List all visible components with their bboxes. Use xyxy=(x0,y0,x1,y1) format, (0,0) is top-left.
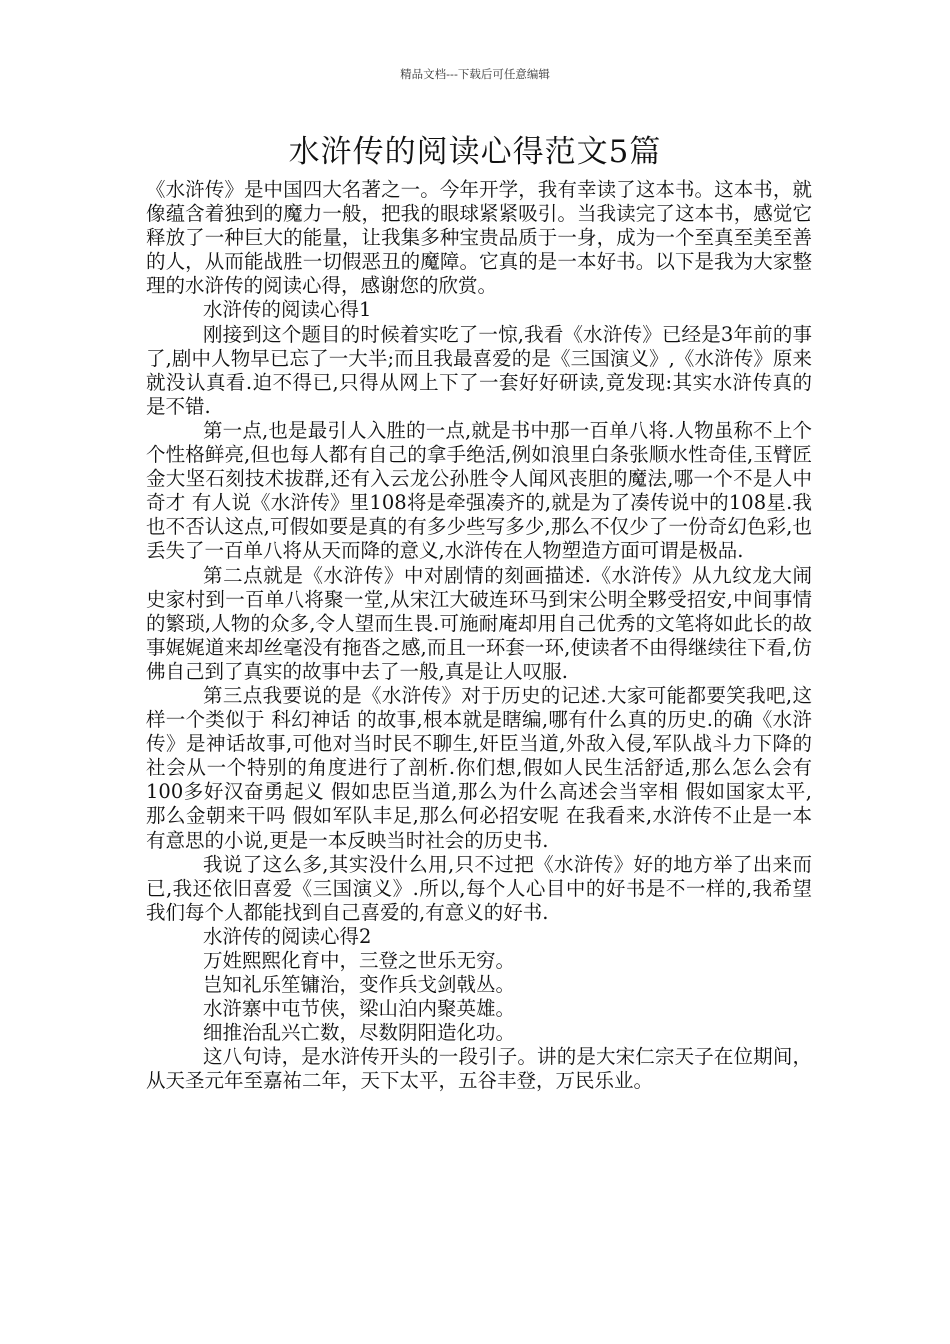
poem-line: 岂知礼乐笙镛治，变作兵戈剑戟丛。 xyxy=(203,973,516,997)
section-heading-1: 水浒传的阅读心得1 xyxy=(203,298,372,322)
poem-line: 细推治乱兴亡数，尽数阴阳造化功。 xyxy=(203,1021,516,1045)
paragraph: 刚接到这个题目的时候着实吃了一惊,我看《水浒传》已经是3年前的事了,剧中人物早已忘了一大半;而且我最喜爱的是《三国演义》,《水浒传》原来就没认真看.迫不得已,只得从网上下了一套好好研读,竟发现:其实水浒传真的是不错. xyxy=(146,322,812,418)
paragraph: 我说了这么多,其实没什么用,只不过把《水浒传》好的地方举了出来而已,我还依旧喜爱《三国演义》.所以,每个人心目中的好书是不一样的,我希望我们每个人都能找到自己喜爱的,有意义的好书. xyxy=(146,852,812,924)
document-title: 水浒传的阅读心得范文5篇 xyxy=(288,134,662,170)
poem-line: 水浒寨中屯节侠，梁山泊内聚英雄。 xyxy=(203,997,516,1021)
paragraph: 第一点,也是最引人入胜的一点,就是书中那一百单八将.人物虽称不上个个性格鲜亮,但也每人都有自己的拿手绝活,例如浪里白条张顺水性奇佳,玉臂匠金大坚石刻技术拔群,还有入云龙公孙胜令人闻风丧胆的魔法,哪一个不是人中奇才 有人说《水浒传》里108将是牵强凑齐的,就是为了凑传说中的108星.我也不否认这点,可假如要是真的有多少些写多少,那么不仅少了一份奇幻色彩,也丢失了一百单八将从天而降的意义,水浒传在人物塑造方面可谓是极品. xyxy=(146,418,812,563)
document-body xyxy=(146,178,812,1094)
paragraph: 第三点我要说的是《水浒传》对于历史的记述.大家可能都要笑我吧,这样一个类似于 科幻神话 的故事,根本就是瞎编,哪有什么真的历史.的确《水浒传》是神话故事,可他对当时民不聊生,奸臣当道,外敌入侵,军队战斗力下降的社会从一个特别的角度进行了剖析.你们想,假如人民生活舒适,那么怎么会有100多好汉奋勇起义 假如忠臣当道,那么为什么高述会当宰相 假如国家太平,那么金朝来干吗 假如军队丰足,那么何必招安呢 在我看来,水浒传不止是一本有意思的小说,更是一本反映当时社会的历史书. xyxy=(146,683,812,852)
section-heading-2: 水浒传的阅读心得2 xyxy=(203,924,372,948)
paragraph: 这八句诗，是水浒传开头的一段引子。讲的是大宋仁宗天子在位期间，从天圣元年至嘉祐二年，天下太平，五谷丰登，万民乐业。 xyxy=(146,1045,812,1093)
page-header: 精品文档---下载后可任意编辑 xyxy=(400,67,550,81)
paragraph: 第二点就是《水浒传》中对剧情的刻画描述.《水浒传》从九纹龙大闹史家村到一百单八将聚一堂,从宋江大破连环马到宋公明全夥受招安,中间事情的繁琐,人物的众多,令人望而生畏.可施耐庵却用自己优秀的文笔将如此长的故事娓娓道来却丝毫没有拖沓之感,而且一环套一环,使读者不由得继续往下看,仿佛自己到了真实的故事中去了一般,真是让人叹服. xyxy=(146,563,812,683)
poem-line: 万姓熙熙化育中，三登之世乐无穷。 xyxy=(203,949,516,972)
paragraph-intro: 《水浒传》是中国四大名著之一。今年开学，我有幸读了这本书。这本书，就像蕴含着独到的魔力一般，把我的眼球紧紧吸引。当我读完了这本书，感觉它释放了一种巨大的能量，让我集多种宝贵品质于一身，成为一个至真至美至善的人，从而能战胜一切假恶丑的魔障。它真的是一本好书。以下是我为大家整理的水浒传的阅读心得，感谢您的欣赏。 xyxy=(146,178,812,298)
